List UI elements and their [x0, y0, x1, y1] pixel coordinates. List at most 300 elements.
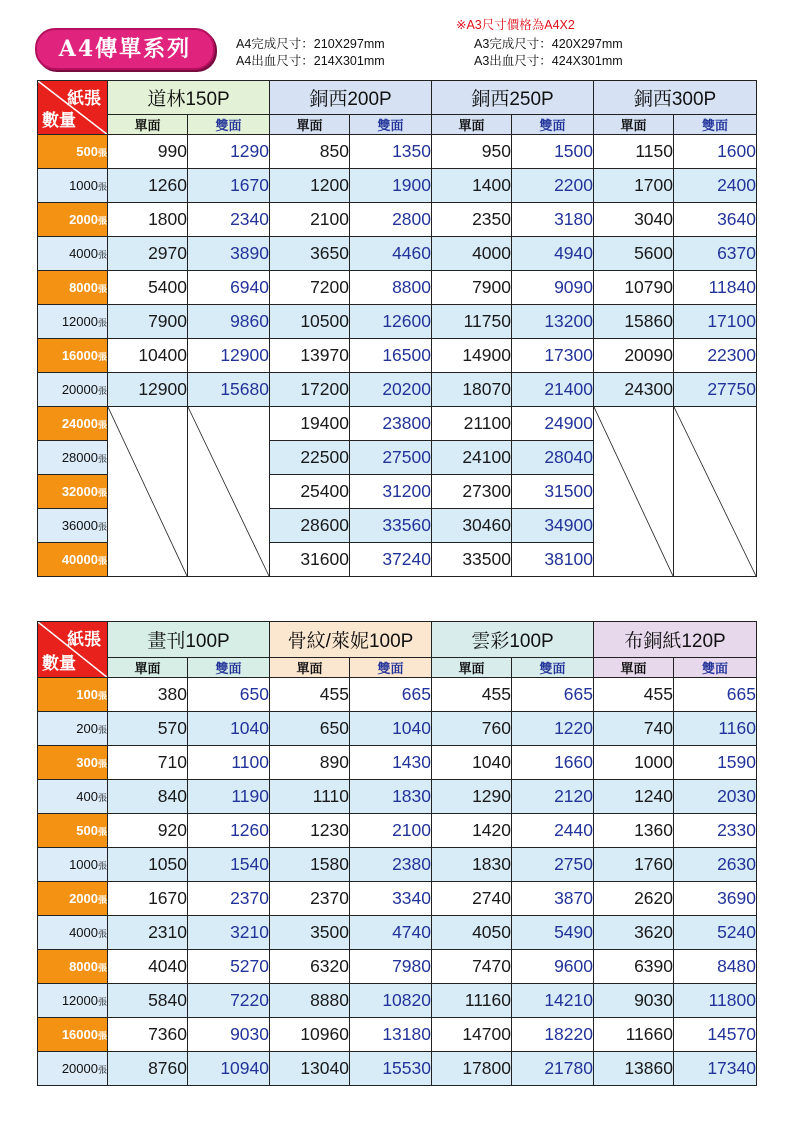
- double-price: 1430: [350, 746, 432, 780]
- double-price: 2200: [512, 169, 594, 203]
- double-price: 1830: [350, 780, 432, 814]
- quantity-value: 20000: [61, 382, 98, 397]
- double-price: 38100: [512, 543, 594, 577]
- single-price: 1800: [108, 203, 188, 237]
- unavailable-cell: [108, 407, 188, 577]
- quantity-cell: [38, 407, 108, 441]
- paper-type-header: 雲彩100P: [432, 622, 594, 658]
- double-price: 17340: [674, 1052, 757, 1086]
- double-price: 2630: [674, 848, 757, 882]
- quantity-unit: 張: [97, 861, 107, 871]
- double-price: 1260: [188, 814, 270, 848]
- paper-label: 紙張: [67, 89, 101, 108]
- double-price: 1500: [512, 135, 594, 169]
- double-price: 9090: [512, 271, 594, 305]
- quantity-value: 16000: [61, 1027, 98, 1042]
- quantity-unit: 張: [97, 725, 107, 735]
- quantity-unit: 張: [97, 420, 107, 430]
- double-price: 665: [512, 678, 594, 712]
- double-price: 5490: [512, 916, 594, 950]
- paper-type-header: 銅西200P: [270, 81, 432, 115]
- quantity-cell: [38, 475, 108, 509]
- single-side-header: 單面: [594, 115, 674, 135]
- price-row: [38, 407, 757, 441]
- double-price: 4740: [350, 916, 432, 950]
- double-price: 15530: [350, 1052, 432, 1086]
- quantity-cell: [38, 712, 108, 746]
- single-price: 2370: [270, 882, 350, 916]
- double-price: 11800: [674, 984, 757, 1018]
- single-price: 990: [108, 135, 188, 169]
- double-price: 27500: [350, 441, 432, 475]
- double-price: 9860: [188, 305, 270, 339]
- double-price: 37240: [350, 543, 432, 577]
- double-price: 10940: [188, 1052, 270, 1086]
- single-price: 5840: [108, 984, 188, 1018]
- quantity-unit: 張: [97, 352, 107, 362]
- quantity-value: 2000: [69, 212, 98, 227]
- single-price: 12900: [108, 373, 188, 407]
- single-price: 10790: [594, 271, 674, 305]
- double-side-header: 雙面: [188, 658, 270, 678]
- paper-type-header: 布銅紙120P: [594, 622, 757, 658]
- single-side-header: 單面: [270, 115, 350, 135]
- double-price: 2750: [512, 848, 594, 882]
- double-price: 3690: [674, 882, 757, 916]
- double-price: 1900: [350, 169, 432, 203]
- corner-header: [38, 81, 108, 135]
- quantity-cell: [38, 780, 108, 814]
- quantity-unit: 張: [97, 793, 107, 803]
- single-price: 760: [432, 712, 512, 746]
- single-price: 650: [270, 712, 350, 746]
- single-price: 19400: [270, 407, 350, 441]
- double-price: 12600: [350, 305, 432, 339]
- single-price: 5600: [594, 237, 674, 271]
- price-row: [38, 203, 757, 237]
- double-price: 1600: [674, 135, 757, 169]
- price-row: [38, 882, 757, 916]
- quantity-unit: 張: [97, 148, 107, 158]
- double-price: 3870: [512, 882, 594, 916]
- single-price: 14700: [432, 1018, 512, 1052]
- quantity-value: 8000: [69, 959, 98, 974]
- single-price: 2100: [270, 203, 350, 237]
- double-price: 11840: [674, 271, 757, 305]
- double-price: 2400: [674, 169, 757, 203]
- quantity-cell: [38, 984, 108, 1018]
- quantity-value: 40000: [61, 552, 98, 567]
- unavailable-slash: [674, 407, 756, 576]
- price-row: [38, 1052, 757, 1086]
- single-price: 17200: [270, 373, 350, 407]
- quantity-value: 400: [76, 789, 98, 804]
- quantity-unit: 張: [97, 1065, 107, 1075]
- double-price: 665: [350, 678, 432, 712]
- single-price: 1260: [108, 169, 188, 203]
- quantity-value: 4000: [69, 925, 98, 940]
- price-row: [38, 1018, 757, 1052]
- double-price: 665: [674, 678, 757, 712]
- single-price: 10500: [270, 305, 350, 339]
- single-price: 8760: [108, 1052, 188, 1086]
- double-price: 7220: [188, 984, 270, 1018]
- double-price: 1100: [188, 746, 270, 780]
- single-price: 1290: [432, 780, 512, 814]
- quantity-unit: 張: [97, 522, 107, 532]
- double-side-header: 雙面: [350, 658, 432, 678]
- double-price: 2370: [188, 882, 270, 916]
- quantity-value: 100: [76, 687, 98, 702]
- quantity-cell: [38, 746, 108, 780]
- single-price: 1000: [594, 746, 674, 780]
- quantity-value: 28000: [61, 450, 98, 465]
- single-price: 10400: [108, 339, 188, 373]
- quantity-value: 2000: [69, 891, 98, 906]
- a3-finished-size: A3完成尺寸：420X297mm: [474, 37, 623, 51]
- single-price: 455: [594, 678, 674, 712]
- double-price: 12900: [188, 339, 270, 373]
- quantity-unit: 張: [97, 556, 107, 566]
- quantity-unit: 張: [97, 929, 107, 939]
- double-price: 5270: [188, 950, 270, 984]
- quantity-unit: 張: [97, 386, 107, 396]
- price-row: [38, 712, 757, 746]
- single-price: 21100: [432, 407, 512, 441]
- unavailable-slash: [594, 407, 673, 576]
- single-price: 24100: [432, 441, 512, 475]
- single-price: 24300: [594, 373, 674, 407]
- single-side-header: 單面: [594, 658, 674, 678]
- paper-type-header: 銅西250P: [432, 81, 594, 115]
- single-price: 30460: [432, 509, 512, 543]
- single-price: 890: [270, 746, 350, 780]
- quantity-value: 32000: [61, 484, 98, 499]
- double-price: 1350: [350, 135, 432, 169]
- quantity-unit: 張: [97, 895, 107, 905]
- single-price: 950: [432, 135, 512, 169]
- double-side-header: 雙面: [350, 115, 432, 135]
- single-price: 25400: [270, 475, 350, 509]
- double-price: 2030: [674, 780, 757, 814]
- double-price: 2340: [188, 203, 270, 237]
- price-row: [38, 237, 757, 271]
- single-price: 6390: [594, 950, 674, 984]
- single-price: 3500: [270, 916, 350, 950]
- single-price: 1200: [270, 169, 350, 203]
- quantity-cell: [38, 1018, 108, 1052]
- quantity-cell: [38, 339, 108, 373]
- paper-type-header: 畫刊100P: [108, 622, 270, 658]
- single-price: 1110: [270, 780, 350, 814]
- double-price: 8480: [674, 950, 757, 984]
- double-price: 21780: [512, 1052, 594, 1086]
- quantity-unit: 張: [97, 284, 107, 294]
- double-price: 16500: [350, 339, 432, 373]
- quantity-cell: [38, 237, 108, 271]
- double-price: 33560: [350, 509, 432, 543]
- price-row: [38, 814, 757, 848]
- single-price: 9030: [594, 984, 674, 1018]
- single-price: 1240: [594, 780, 674, 814]
- single-price: 7900: [108, 305, 188, 339]
- quantity-value: 20000: [61, 1061, 98, 1076]
- quantity-cell: [38, 441, 108, 475]
- single-price: 1360: [594, 814, 674, 848]
- quantity-unit: 張: [97, 1031, 107, 1041]
- single-price: 13970: [270, 339, 350, 373]
- single-price: 570: [108, 712, 188, 746]
- double-price: 2100: [350, 814, 432, 848]
- a3-price-note: ※A3尺寸價格為A4X2: [456, 18, 575, 32]
- double-price: 5240: [674, 916, 757, 950]
- price-row: [38, 169, 757, 203]
- double-price: 3180: [512, 203, 594, 237]
- single-price: 380: [108, 678, 188, 712]
- single-price: 455: [270, 678, 350, 712]
- quantity-label: 數量: [42, 111, 76, 130]
- quantity-unit: 張: [97, 691, 107, 701]
- double-price: 1540: [188, 848, 270, 882]
- quantity-cell: [38, 916, 108, 950]
- single-price: 20090: [594, 339, 674, 373]
- double-price: 2800: [350, 203, 432, 237]
- quantity-cell: [38, 543, 108, 577]
- single-price: 7360: [108, 1018, 188, 1052]
- price-row: [38, 305, 757, 339]
- double-price: 6940: [188, 271, 270, 305]
- double-price: 1220: [512, 712, 594, 746]
- double-price: 13200: [512, 305, 594, 339]
- double-price: 7980: [350, 950, 432, 984]
- single-price: 11160: [432, 984, 512, 1018]
- single-price: 3650: [270, 237, 350, 271]
- quantity-unit: 張: [97, 182, 107, 192]
- quantity-cell: [38, 135, 108, 169]
- single-price: 1230: [270, 814, 350, 848]
- double-price: 22300: [674, 339, 757, 373]
- double-price: 34900: [512, 509, 594, 543]
- single-side-header: 單面: [108, 115, 188, 135]
- double-price: 650: [188, 678, 270, 712]
- double-price: 21400: [512, 373, 594, 407]
- double-price: 18220: [512, 1018, 594, 1052]
- quantity-value: 36000: [61, 518, 98, 533]
- double-price: 1590: [674, 746, 757, 780]
- quantity-cell: [38, 509, 108, 543]
- single-side-header: 單面: [270, 658, 350, 678]
- single-price: 1400: [432, 169, 512, 203]
- single-price: 7200: [270, 271, 350, 305]
- single-price: 850: [270, 135, 350, 169]
- single-price: 1150: [594, 135, 674, 169]
- quantity-cell: [38, 814, 108, 848]
- quantity-cell: [38, 271, 108, 305]
- single-price: 1050: [108, 848, 188, 882]
- single-price: 5400: [108, 271, 188, 305]
- double-price: 24900: [512, 407, 594, 441]
- single-price: 18070: [432, 373, 512, 407]
- single-price: 4050: [432, 916, 512, 950]
- single-price: 1830: [432, 848, 512, 882]
- single-price: 1670: [108, 882, 188, 916]
- single-price: 15860: [594, 305, 674, 339]
- unavailable-cell: [188, 407, 270, 577]
- quantity-cell: [38, 1052, 108, 1086]
- single-price: 7470: [432, 950, 512, 984]
- quantity-value: 200: [76, 721, 98, 736]
- quantity-cell: [38, 848, 108, 882]
- quantity-value: 1000: [69, 178, 98, 193]
- price-row: [38, 271, 757, 305]
- double-price: 4460: [350, 237, 432, 271]
- single-price: 2740: [432, 882, 512, 916]
- unavailable-cell: [674, 407, 757, 577]
- double-price: 14570: [674, 1018, 757, 1052]
- single-price: 17800: [432, 1052, 512, 1086]
- quantity-cell: [38, 203, 108, 237]
- single-price: 740: [594, 712, 674, 746]
- double-price: 4940: [512, 237, 594, 271]
- price-table-1: [37, 80, 757, 577]
- double-price: 14210: [512, 984, 594, 1018]
- single-price: 840: [108, 780, 188, 814]
- paper-type-header: 道林150P: [108, 81, 270, 115]
- single-price: 2970: [108, 237, 188, 271]
- single-price: 1420: [432, 814, 512, 848]
- single-price: 13040: [270, 1052, 350, 1086]
- double-price: 3640: [674, 203, 757, 237]
- price-row: [38, 678, 757, 712]
- double-price: 27750: [674, 373, 757, 407]
- unavailable-cell: [594, 407, 674, 577]
- double-price: 15680: [188, 373, 270, 407]
- single-price: 11750: [432, 305, 512, 339]
- quantity-unit: 張: [97, 216, 107, 226]
- single-price: 710: [108, 746, 188, 780]
- quantity-value: 300: [76, 755, 98, 770]
- price-table-2: [37, 621, 757, 1086]
- quantity-cell: [38, 882, 108, 916]
- single-price: 2620: [594, 882, 674, 916]
- double-price: 6370: [674, 237, 757, 271]
- double-price: 20200: [350, 373, 432, 407]
- single-price: 1700: [594, 169, 674, 203]
- quantity-label: 數量: [42, 654, 76, 673]
- double-price: 2120: [512, 780, 594, 814]
- quantity-value: 8000: [69, 280, 98, 295]
- quantity-cell: [38, 678, 108, 712]
- double-price: 28040: [512, 441, 594, 475]
- double-price: 1040: [350, 712, 432, 746]
- double-price: 31500: [512, 475, 594, 509]
- quantity-unit: 張: [97, 454, 107, 464]
- double-price: 10820: [350, 984, 432, 1018]
- quantity-value: 500: [76, 823, 98, 838]
- double-side-header: 雙面: [188, 115, 270, 135]
- double-price: 1040: [188, 712, 270, 746]
- double-price: 3890: [188, 237, 270, 271]
- double-price: 1660: [512, 746, 594, 780]
- single-price: 10960: [270, 1018, 350, 1052]
- single-price: 1580: [270, 848, 350, 882]
- double-price: 1290: [188, 135, 270, 169]
- quantity-unit: 張: [97, 250, 107, 260]
- price-row: [38, 916, 757, 950]
- single-price: 11660: [594, 1018, 674, 1052]
- quantity-value: 24000: [61, 416, 98, 431]
- double-price: 1160: [674, 712, 757, 746]
- double-price: 9600: [512, 950, 594, 984]
- a3-bleed-size: A3出血尺寸：424X301mm: [474, 54, 623, 68]
- single-price: 31600: [270, 543, 350, 577]
- single-price: 28600: [270, 509, 350, 543]
- single-price: 1040: [432, 746, 512, 780]
- price-row: [38, 135, 757, 169]
- single-price: 22500: [270, 441, 350, 475]
- quantity-value: 4000: [69, 246, 98, 261]
- double-price: 13180: [350, 1018, 432, 1052]
- single-price: 14900: [432, 339, 512, 373]
- double-side-header: 雙面: [512, 115, 594, 135]
- single-price: 3040: [594, 203, 674, 237]
- single-price: 2350: [432, 203, 512, 237]
- single-side-header: 單面: [432, 658, 512, 678]
- quantity-unit: 張: [97, 759, 107, 769]
- paper-type-header: 銅西300P: [594, 81, 757, 115]
- single-price: 8880: [270, 984, 350, 1018]
- double-price: 8800: [350, 271, 432, 305]
- single-price: 2310: [108, 916, 188, 950]
- quantity-value: 12000: [61, 314, 98, 329]
- single-price: 27300: [432, 475, 512, 509]
- double-side-header: 雙面: [674, 658, 757, 678]
- quantity-unit: 張: [97, 963, 107, 973]
- single-price: 4040: [108, 950, 188, 984]
- a4-bleed-size: A4出血尺寸：214X301mm: [236, 54, 385, 68]
- single-side-header: 單面: [108, 658, 188, 678]
- double-side-header: 雙面: [674, 115, 757, 135]
- quantity-unit: 張: [97, 318, 107, 328]
- quantity-cell: [38, 373, 108, 407]
- single-price: 4000: [432, 237, 512, 271]
- quantity-unit: 張: [97, 827, 107, 837]
- single-price: 7900: [432, 271, 512, 305]
- double-price: 17100: [674, 305, 757, 339]
- double-price: 31200: [350, 475, 432, 509]
- double-price: 2440: [512, 814, 594, 848]
- series-title-badge: A4傳單系列: [35, 28, 215, 70]
- single-price: 3620: [594, 916, 674, 950]
- price-row: [38, 984, 757, 1018]
- single-price: 33500: [432, 543, 512, 577]
- single-side-header: 單面: [432, 115, 512, 135]
- quantity-cell: [38, 169, 108, 203]
- price-row: [38, 848, 757, 882]
- paper-type-header: 骨紋/萊妮100P: [270, 622, 432, 658]
- a4-finished-size: A4完成尺寸：210X297mm: [236, 37, 385, 51]
- double-price: 1670: [188, 169, 270, 203]
- price-row: [38, 339, 757, 373]
- quantity-unit: 張: [97, 997, 107, 1007]
- single-price: 1760: [594, 848, 674, 882]
- double-price: 1190: [188, 780, 270, 814]
- quantity-unit: 張: [97, 488, 107, 498]
- double-price: 2380: [350, 848, 432, 882]
- double-price: 3210: [188, 916, 270, 950]
- single-price: 920: [108, 814, 188, 848]
- paper-label: 紙張: [67, 630, 101, 649]
